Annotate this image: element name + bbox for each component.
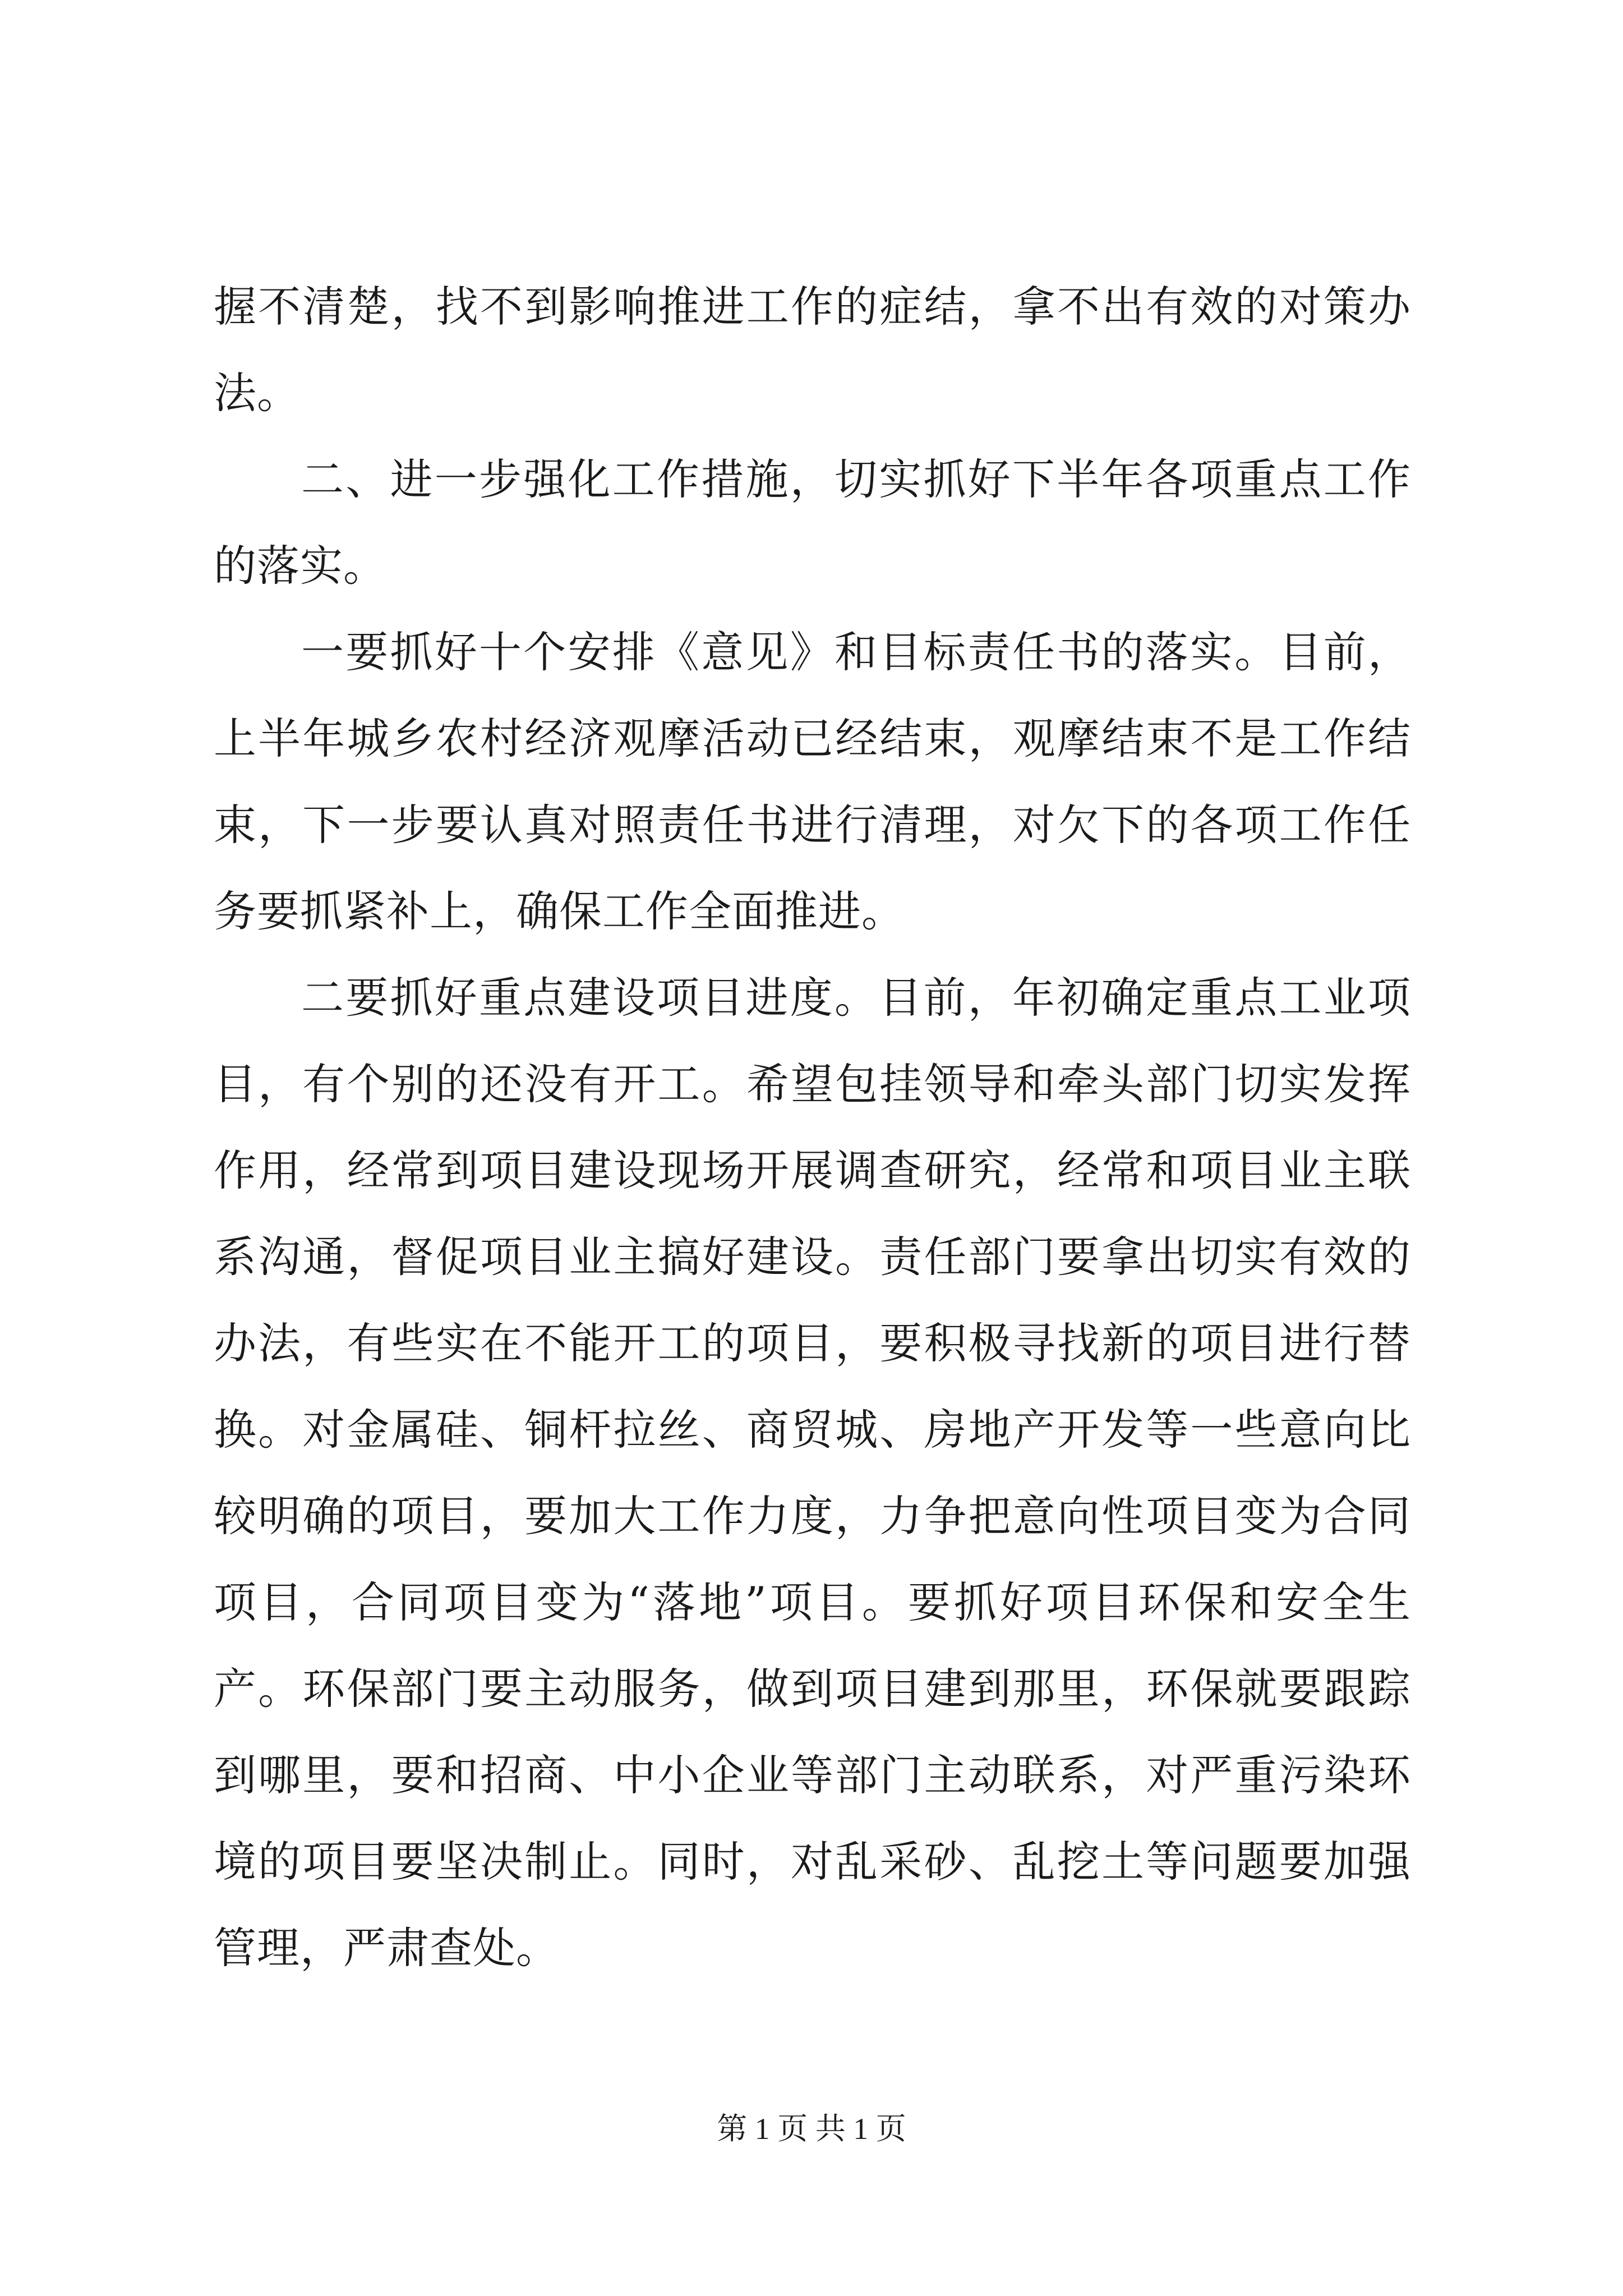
page-footer: 第 1 页 共 1 页 bbox=[717, 2112, 906, 2146]
paragraph-item-one: 一要抓好十个安排《意见》和目标责任书的落实。目前，上半年城乡农村经济观摩活动已经结束，观摩结束不是工作结束，下一步要认真对照责任书进行清理，对欠下的各项工作任务要抓紧补上，确保工作全面推进。 bbox=[214, 627, 1411, 936]
paragraph-continuation: 握不清楚，找不到影响推进工作的症结，拿不出有效的对策办法。 bbox=[214, 282, 1411, 418]
paragraph-item-two: 二要抓好重点建设项目进度。目前，年初确定重点工业项目，有个别的还没有开工。希望包挂领导和牵头部门切实发挥作用，经常到项目建设现场开展调查研究，经常和项目业主联系沟通，督促项目业主搞好建设。责任部门要拿出切实有效的办法，有些实在不能开工的项目，要积极寻找新的项目进行替换。对金属硅、铜杆拉丝、商贸城、房地产开发等一些意向比较明确的项目，要加大工作力度，力争把意向性项目变为合同项目，合同项目变为“落地”项目。要抓好项目环保和安全生产。环保部门要主动服务，做到项目建到那里，环保就要跟踪到哪里，要和招商、中小企业等部门主动联系，对严重污染环境的项目要坚决制止。同时，对乱采砂、乱挖土等问题要加强管理，严肃查处。 bbox=[214, 973, 1411, 1973]
paragraph-section-two-heading: 二、进一步强化工作措施，切实抓好下半年各项重点工作的落实。 bbox=[214, 454, 1411, 591]
document-body bbox=[214, 264, 1411, 1991]
